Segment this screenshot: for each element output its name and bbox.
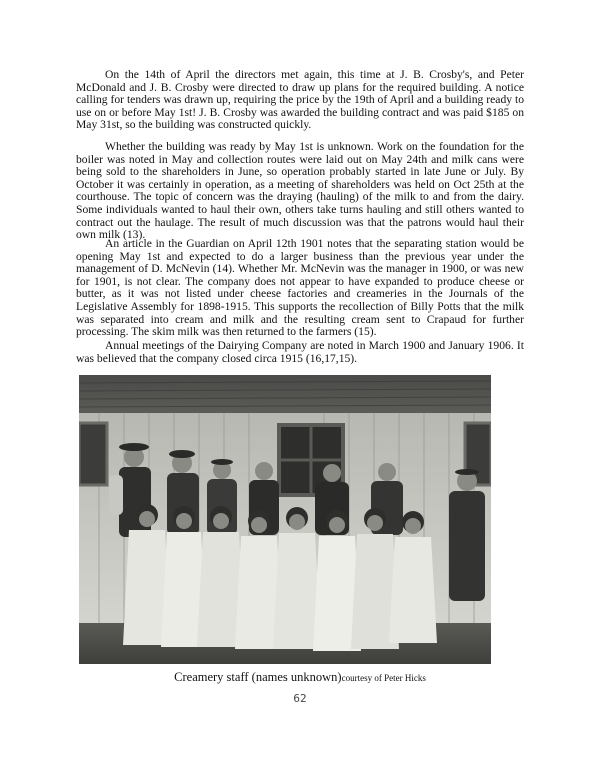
paragraph-3: An article in the Guardian on April 12th 1901 notes that the separating station would be opening May 1st and expected to do a larger business than the previous year under the management of D. McNevin (14). Whether Mr. McNevin was the manager in 1900, or was new for 1901, is not clear. The company does not appear to have expanded to produce cheese or butter, as it was not listed under cheese factories and creameries in the Journals of the Legislative Assembly for 1898-1915. This supports the recollection of Billy Potts that the milk was separated into cream and milk and the resulting cream sent to Crapaud for further processing. The skim milk was then returned to the farmers (15). [76, 237, 524, 339]
paragraph-4: Annual meetings of the Dairying Company are noted in March 1900 and January 1906. It was believed that the company closed circa 1915 (16,17,15). [76, 339, 524, 365]
caption-text: Creamery staff (names unknown) [174, 670, 342, 684]
photo-illustration [79, 375, 491, 664]
creamery-staff-photo [79, 375, 491, 664]
paragraph-2: Whether the building was ready by May 1st is unknown. Work on the foundation for the boiler was noted in May and collection routes were laid out on May 24th and milk cans were being sold to the shareholders in June, so operation probably started in late June or July. By October it was certainly in operation, as a meeting of shareholders was held on Oct 25th at the courthouse. The topic of concern was the draying (hauling) of the milk to and from the dairy. Some individuals wanted to haul their own, others take turns hauling and still others wanted to contract out the haulage. The result of much discussion was that the patrons would haul their own milk (13). [76, 140, 524, 242]
paragraph-1: On the 14th of April the directors met again, this time at J. B. Crosby's, and Peter McDonald and J. B. Crosby were directed to draw up plans for the required building. A notice calling for tenders was drawn up, requiring the price by the 19th of April and a building ready to use on or before May 1st! J. B. Crosby was awarded the building contract and was paid $185 on May 31st, so the building was constructed quickly. [76, 68, 524, 132]
photo-credit: courtesy of Peter Hicks [341, 673, 426, 683]
page-number: 62 [293, 692, 307, 705]
photo-caption [0, 668, 600, 686]
